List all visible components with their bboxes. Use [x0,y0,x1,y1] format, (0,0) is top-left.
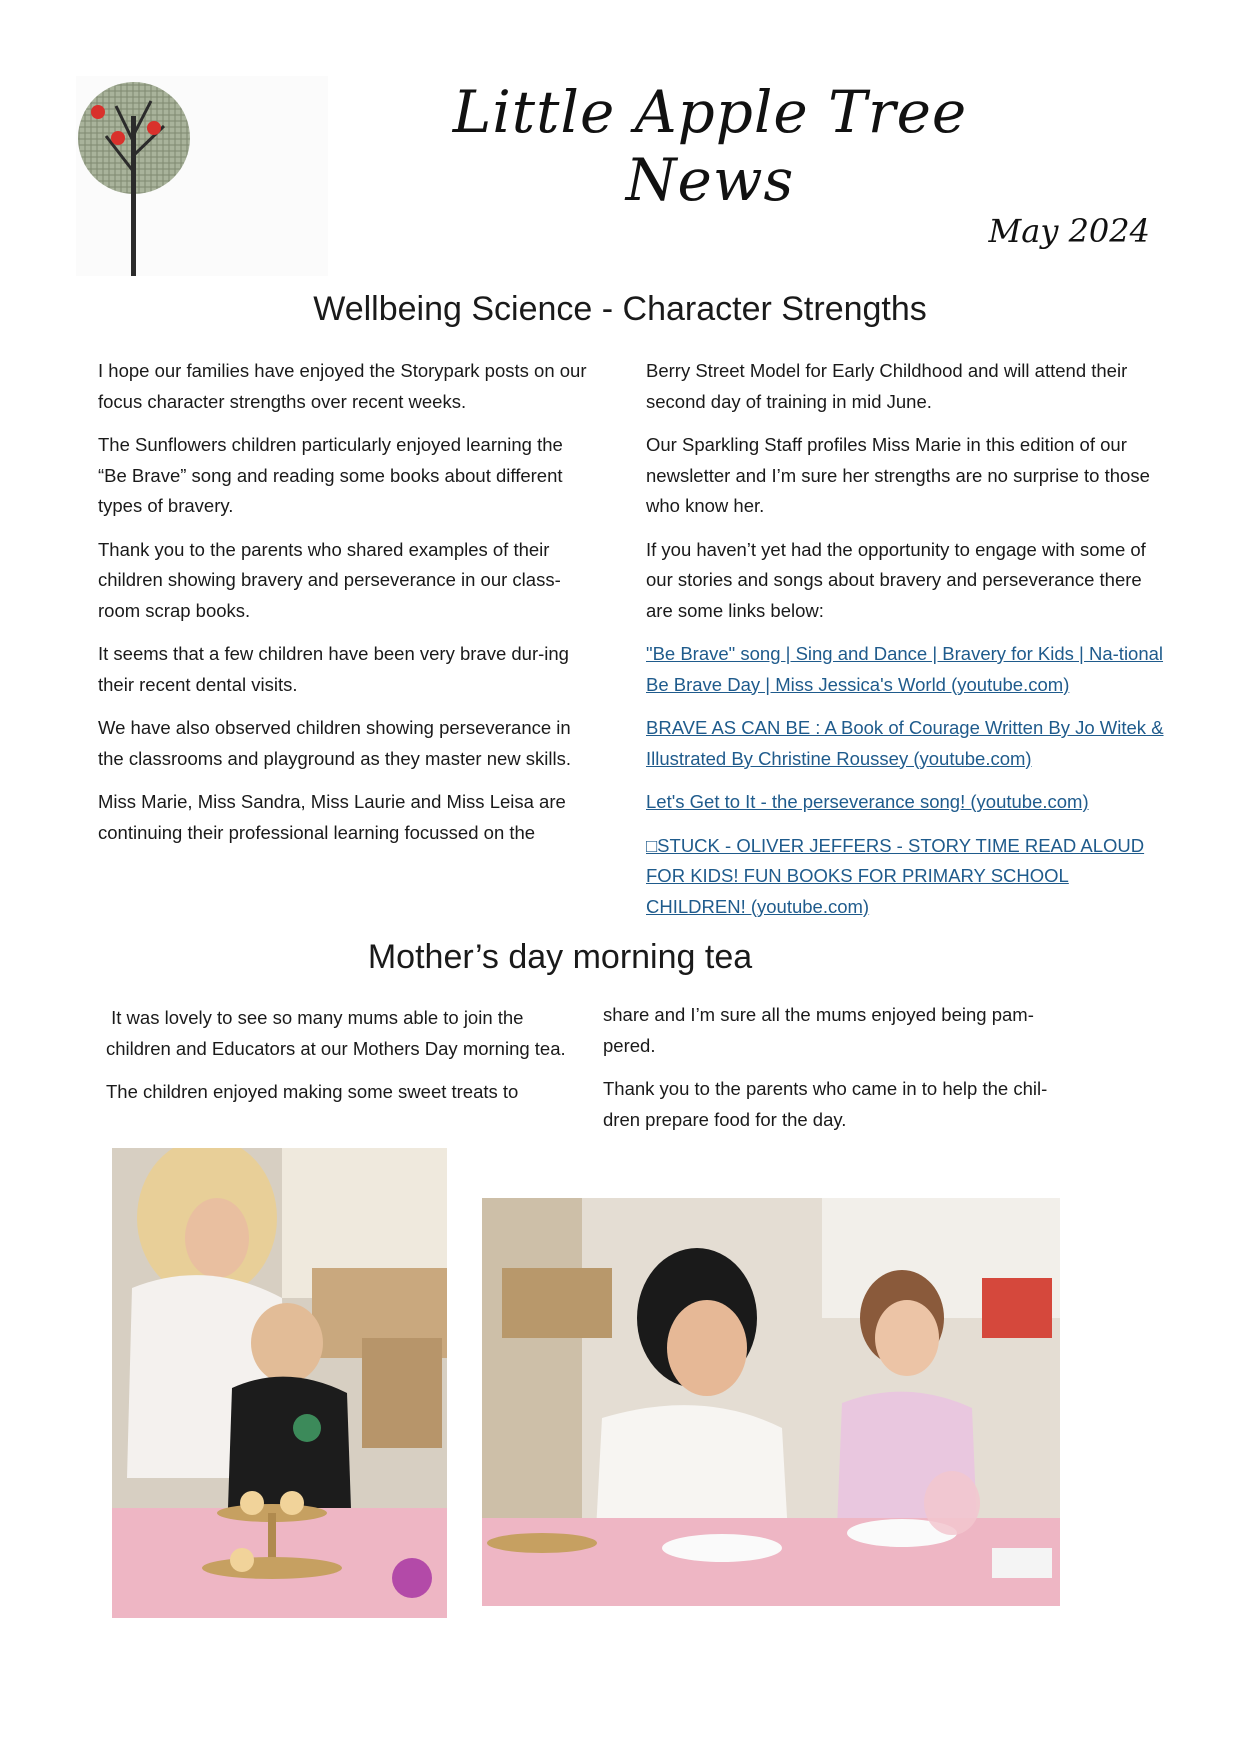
wellbeing-paragraph: It seems that a few children have been very brave dur-ing their recent dental visits. [98,643,569,695]
photo-mum-and-daughter [482,1198,1060,1606]
wellbeing-paragraph: I hope our families have enjoyed the Storypark posts on our focus character strengths over recent weeks. [98,360,587,412]
issue-date: May 2024 [988,212,1150,250]
wellbeing-right-column [646,356,1166,935]
apple-tree-icon [76,76,328,276]
wellbeing-paragraph: If you haven’t yet had the opportunity to engage with some of our stories and songs about bravery and perseverance there are some links below: [646,538,1146,621]
wellbeing-paragraph: Thank you to the parents who shared examples of their children showing bravery and perseverance in our class-room scrap books. [98,538,561,621]
newsletter-title: Little Apple Tree News [452,78,968,214]
photo-mum-and-son-image [112,1148,447,1618]
link-be-brave-song[interactable]: "Be Brave" song | Sing and Dance | Bravery for Kids | Na-tional Be Brave Day | Miss Jessica's World (youtube.com) [646,643,1164,695]
wellbeing-left-column [98,356,588,861]
wellbeing-paragraph: We have also observed children showing perseverance in the classrooms and playground as they master new skills. [98,717,571,769]
school-logo [76,76,328,276]
mothers-day-paragraph: The children enjoyed making some sweet treats to [106,1081,519,1102]
link-stuck-oliver-jeffers[interactable]: □STUCK - OLIVER JEFFERS - STORY TIME READ ALOUD FOR KIDS! FUN BOOKS FOR PRIMARY SCHOOL CHILDREN! (youtube.com) [646,834,1145,917]
link-brave-as-can-be[interactable]: BRAVE AS CAN BE : A Book of Courage Written By Jo Witek & Illustrated By Christine Roussey (youtube.com) [646,717,1164,769]
mothers-day-right-column [603,1000,1073,1148]
mothers-day-heading: Mother’s day morning tea [367,938,753,976]
wellbeing-heading: Wellbeing Science - Character Strengths [313,290,927,328]
wellbeing-paragraph: Miss Marie, Miss Sandra, Miss Laurie and Miss Leisa are continuing their professional learning focussed on the [98,791,566,843]
mothers-day-paragraph: share and I’m sure all the mums enjoyed being pam-pered. [603,1004,1034,1056]
wellbeing-paragraph: Berry Street Model for Early Childhood and will attend their second day of training in mid June. [646,360,1128,412]
photo-mum-and-son [112,1148,447,1618]
wellbeing-paragraph: The Sunflowers children particularly enjoyed learning the “Be Brave” song and reading some books about different types of bravery. [98,434,563,516]
link-perseverance-song[interactable]: Let's Get to It - the perseverance song! (youtube.com) [646,791,1089,812]
mothers-day-paragraph: Thank you to the parents who came in to help the chil-dren prepare food for the day. [603,1078,1048,1130]
photo-mum-and-daughter-image [482,1198,1060,1606]
mothers-day-paragraph: It was lovely to see so many mums able to join the children and Educators at our Mothers Day morning tea. [106,1007,566,1059]
mothers-day-left-column [106,1003,576,1121]
wellbeing-paragraph: Our Sparkling Staff profiles Miss Marie in this edition of our newsletter and I’m sure her strengths are no surprise to those who know her. [646,434,1150,516]
